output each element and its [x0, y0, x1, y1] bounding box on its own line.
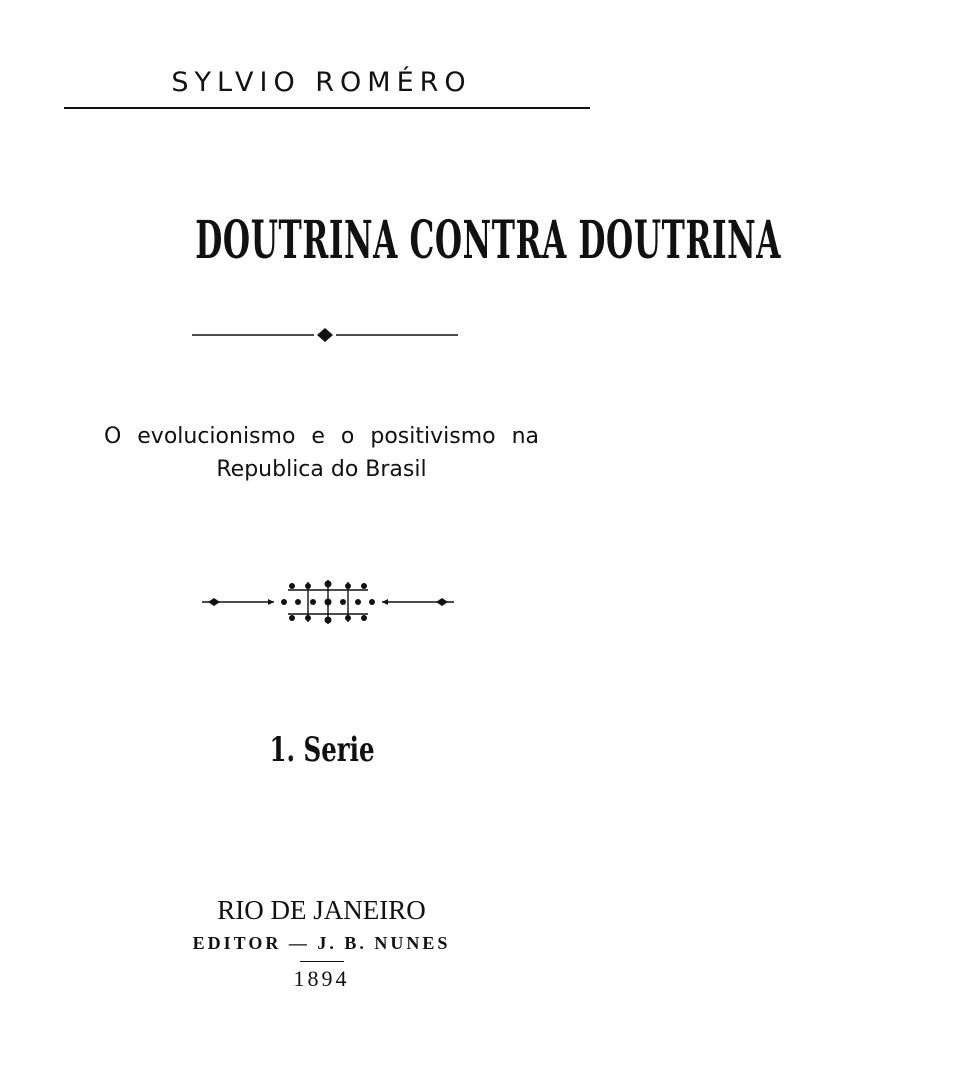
book-title-text: DOUTRINA CONTRA DOUTRINA [195, 210, 782, 271]
author-name: SYLVIO ROMÉRO [171, 67, 472, 98]
subtitle [0, 420, 643, 486]
imprint-year: 1894 [293, 966, 350, 991]
subtitle-line-1: O evolucionismo e o positivismo na [103, 424, 540, 449]
book-title [0, 208, 782, 274]
imprint-publisher: EDITOR — J. B. NUNES [192, 933, 451, 953]
series-label [0, 728, 643, 772]
fleuron-ornament [200, 576, 456, 628]
series-label-text: 1. Serie [268, 730, 375, 770]
year-divider [300, 961, 344, 962]
diamond-rule-ornament [190, 325, 460, 345]
author-divider [64, 107, 590, 109]
imprint-city: RIO DE JANEIRO [217, 895, 426, 925]
subtitle-line-2: Republica do Brasil [216, 457, 427, 482]
